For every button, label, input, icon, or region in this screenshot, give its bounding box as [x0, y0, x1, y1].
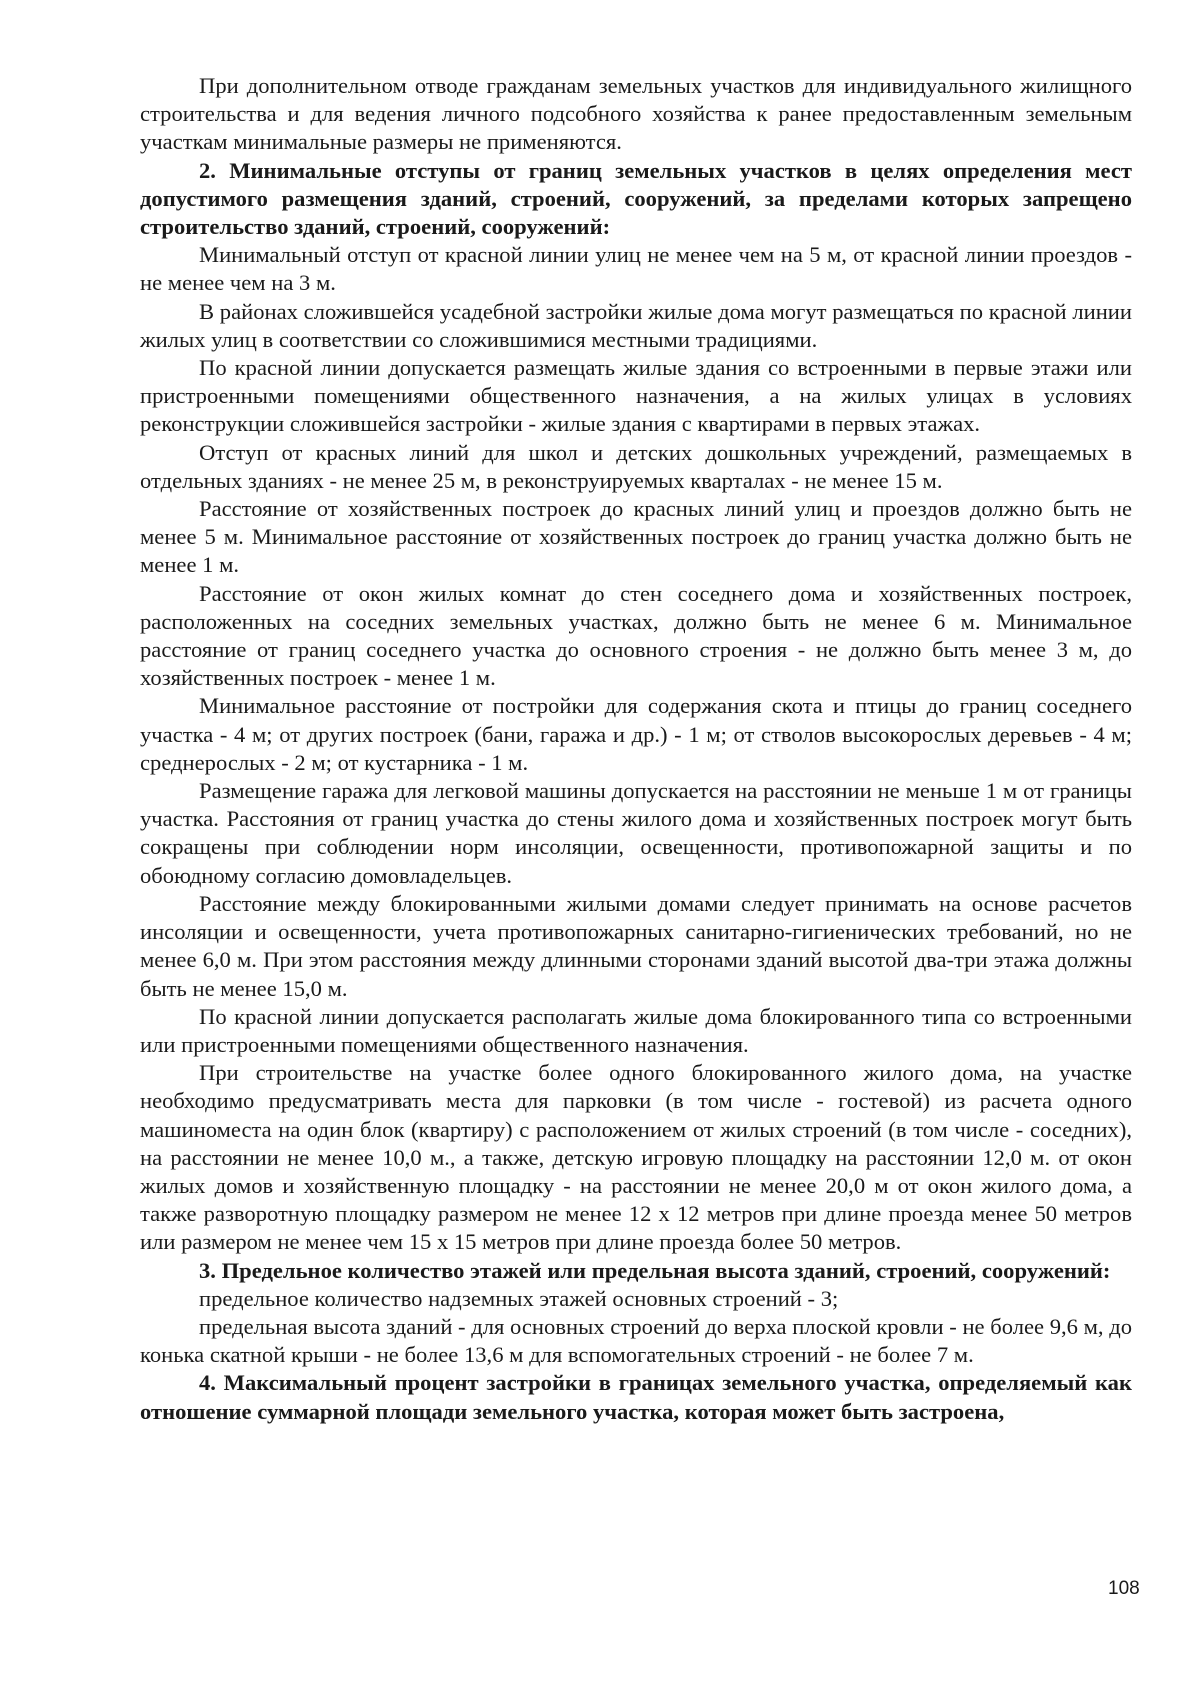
paragraph: При дополнительном отводе гражданам земельных участков для индивидуального жилищного строительства и для ведения личного подсобного хозяйства к ранее предоставленным земельным участкам минимальные размеры не применяются.	[140, 73, 1132, 155]
paragraph: предельная высота зданий - для основных строений до верха плоской кровли - не более 9,6 м, до конька скатной крыши - не более 13,6 м для вспомогательных строений - не более 7 м.	[140, 1313, 1132, 1368]
paragraph: Минимальное расстояние от постройки для содержания скота и птицы до границ соседнего участка - 4 м; от других построек (бани, гаража и др.) - 1 м; от стволов высокорослых деревьев - 4 м; среднерослых - 2 м; от кустарника - 1 м.	[140, 693, 1132, 775]
paragraph: Размещение гаража для легковой машины допускается на расстоянии не меньше 1 м от границы участка. Расстояния от границ участка до стены жилого дома и хозяйственных построек могут быть сокращены при соблюдении норм инсоляции, освещенности, противопожарной защиты и по обоюдному согласию домовладельцев.	[140, 778, 1132, 888]
section-heading: 3. Предельное количество этажей или предельная высота зданий, строений, сооружений:	[199, 1257, 1111, 1283]
paragraph: По красной линии допускается размещать жилые здания со встроенными в первые этажи или пристроенными помещениями общественного назначения, а на жилых улицах в условиях реконструкции сложившейся застройки - жилые здания с квартирами в первых этажах.	[140, 355, 1132, 437]
paragraph: Отступ от красных линий для школ и детских дошкольных учреждений, размещаемых в отдельных зданиях - не менее 25 м, в реконструируемых кварталах - не менее 15 м.	[140, 439, 1132, 493]
paragraph: В районах сложившейся усадебной застройки жилые дома могут размещаться по красной линии жилых улиц в соответствии со сложившимися местными традициями.	[140, 298, 1132, 352]
section-heading: 2. Минимальные отступы от границ земельных участков в целях определения мест допустимого размещения зданий, строений, сооружений, за пределами которых запрещено строительство зданий, строений, сооружений:	[140, 157, 1132, 240]
paragraph: предельное количество надземных этажей основных строений - 3;	[199, 1285, 839, 1311]
paragraph: По красной линии допускается располагать жилые дома блокированного типа со встроенными или пристроенными помещениями общественного назначения.	[140, 1003, 1132, 1057]
paragraph: Расстояние между блокированными жилыми домами следует принимать на основе расчетов инсоляции и освещенности, учета противопожарных санитарно-гигиенических требований, но не менее 6,0 м. При этом расстояния между длинными сторонами зданий высотой два-три этажа должны быть не менее 15,0 м.	[140, 890, 1132, 1001]
page-number: 108	[1108, 1578, 1140, 1599]
paragraph: При строительстве на участке более одного блокированного жилого дома, на участке необходимо предусматривать места для парковки (в том числе - гостевой) из расчета одного машиноместа на один блок (квартиру) с расположением от жилых строений (в том числе - соседних), на расстоянии не менее 10,0 м., а также, детскую игровую площадку на расстоянии 12,0 м. от окон жилых домов и хозяйственную площадку - на расстоянии не менее 20,0 м от окон жилого дома, а также разворотную площадку размером не менее 12 x 12 метров при длине проезда менее 50 метров или размером не менее чем 15 x 15 метров при длине проезда более 50 метров.	[140, 1060, 1132, 1255]
paragraph: Расстояние от окон жилых комнат до стен соседнего дома и хозяйственных построек, расположенных на соседних земельных участках, должно быть не менее 6 м. Минимальное расстояние от границ соседнего участка до основного строения - не должно быть менее 3 м, до хозяйственных построек - менее 1 м.	[140, 580, 1132, 691]
section-heading: 4. Максимальный процент застройки в границах земельного участка, определяемый как отношение суммарной площади земельного участка, которая может быть застроена,	[140, 1370, 1132, 1424]
document-body	[140, 72, 1132, 1426]
paragraph: Минимальный отступ от красной линии улиц не менее чем на 5 м, от красной линии проездов - не менее чем на 3 м.	[140, 242, 1132, 296]
paragraph: Расстояние от хозяйственных построек до красных линий улиц и проездов должно быть не менее 5 м. Минимальное расстояние от хозяйственных построек до границ участка должно быть не менее 1 м.	[140, 496, 1132, 578]
